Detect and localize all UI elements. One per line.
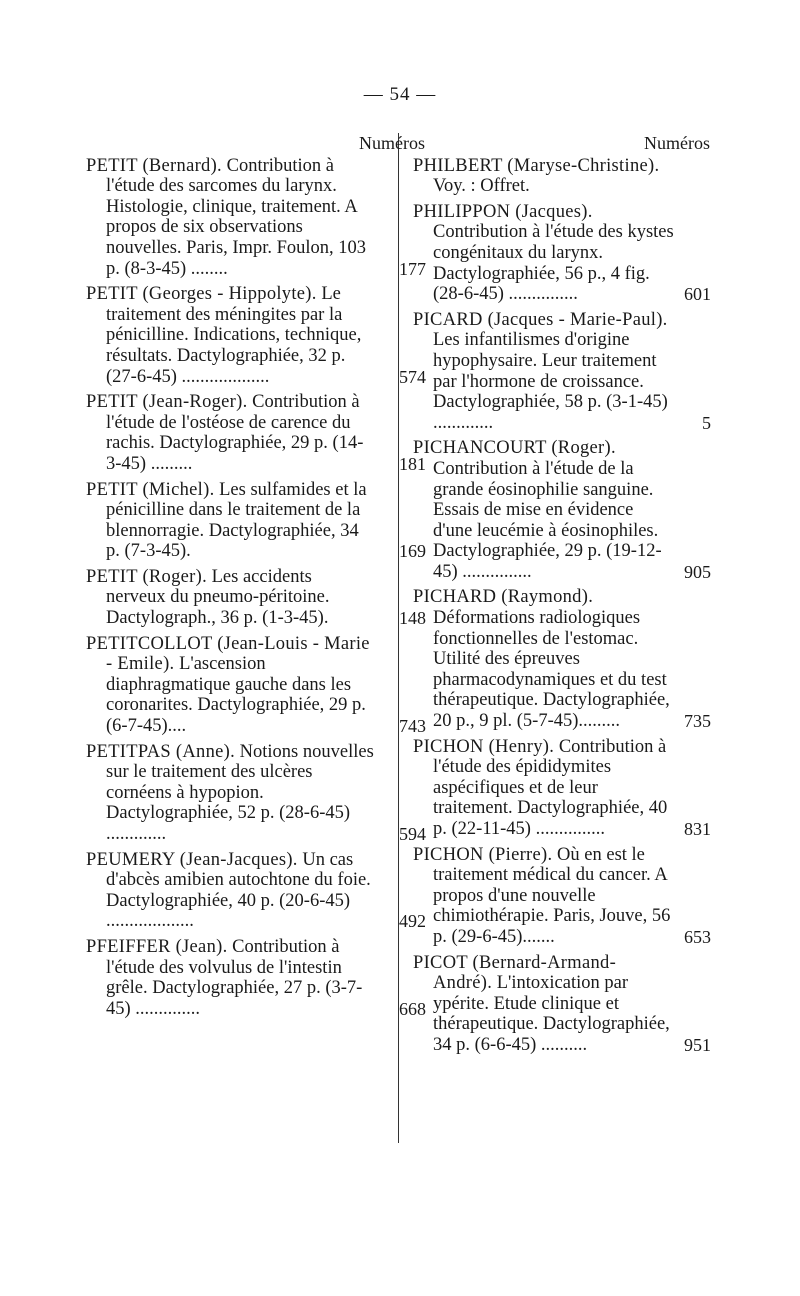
entry-name: PETITPAS (Anne). [86, 741, 236, 762]
entry-name: PETIT (Jean-Roger). [86, 392, 248, 413]
entry-name: PETIT (Roger). [86, 566, 207, 587]
entry-text: Contribution à l'étude de la grande éosinophilie sanguine. Essais de mise en évidence d'une leucémie à éosinophiles. Dactylographiée, 29 p. (19-12-45) ............... [433, 458, 662, 582]
index-entry [86, 156, 426, 280]
entry-text: Contribution à l'étude des kystes congénitaux du larynx. Dactylographiée, 56 p., 4 fig. (28-6-45) ............... [433, 222, 674, 305]
entry-name: PICHARD (Raymond). [413, 587, 594, 608]
index-entry [413, 845, 711, 948]
entry-name: PICHANCOURT (Roger). [413, 438, 616, 459]
entry-text: Les sulfamides et la pénicilline dans le traitement de la blennorragie. Dactylographiée, 34 p. (7-3-45). [106, 479, 367, 562]
entry-text: Un cas d'abcès amibien autochtone du foie. Dactylographiée, 40 p. (20-6-45) ................... [106, 849, 371, 932]
entry-number: 5 [702, 412, 711, 433]
entry-number: 653 [684, 926, 711, 947]
entry-number: 735 [684, 711, 711, 732]
entry-number: 905 [684, 561, 711, 582]
index-entry [413, 310, 711, 434]
column-header: Numéros [644, 133, 710, 153]
entry-name: PETIT (Georges - Hippolyte). [86, 284, 317, 305]
entry-name: PHILIPPON (Jacques). [413, 201, 593, 222]
index-entry [86, 392, 426, 474]
entry-text: Notions nouvelles sur le traitement des ulcères cornéens à hypopion. Dactylographiée, 52 p. (28-6-45) ............. [106, 741, 374, 844]
entry-text: L'ascension diaphragmatique gauche dans les coronarites. Dactylographiée, 29 p. (6-7-45).... [106, 654, 366, 737]
entry-name: PETIT (Michel). [86, 479, 215, 500]
entry-number: 601 [684, 284, 711, 305]
index-entry [413, 587, 711, 731]
entry-text: Contribution à l'étude de l'ostéose de carence du rachis. Dactylographiée, 29 p. (14-3-45) ......... [106, 392, 364, 474]
index-entry [86, 480, 426, 562]
entry-number: 574 [399, 366, 426, 387]
entry-name: PHILBERT (Maryse-Christine). [413, 155, 660, 176]
entry-name: PFEIFFER (Jean). [86, 936, 228, 957]
entry-text: Où en est le traitement médical du cancer. A propos d'une nouvelle chimiothérapie. Paris, Jouve, 56 p. (29-6-45)....... [433, 844, 671, 947]
page-number: — 54 — [363, 84, 437, 105]
right-column [413, 133, 711, 1061]
entry-name: PICHON (Pierre). [413, 844, 553, 865]
entry-number: 148 [399, 608, 426, 629]
entry-number: 169 [399, 541, 426, 562]
entry-name: PETIT (Bernard). [86, 155, 222, 176]
entry-name: PICARD (Jacques - Marie-Paul). [413, 309, 668, 330]
entry-text: Le traitement des méningites par la pénicilline. Indications, technique, résultats. Dactylographiée, 32 p. (27-6-45) ................... [106, 284, 362, 387]
index-entry [413, 953, 711, 1056]
entry-name: PEUMERY (Jean-Jacques). [86, 849, 298, 870]
index-entry [86, 742, 426, 845]
entry-number: 492 [399, 911, 426, 932]
index-entry [86, 850, 426, 932]
entry-name: PICHON (Henry). [413, 736, 555, 757]
index-entry [86, 284, 426, 387]
column-header: Numéros [359, 133, 425, 153]
entry-text: Contribution à l'étude des sarcomes du larynx. Histologie, clinique, traitement. A propos de six observations nouvelles. Paris, Impr. Foulon, 103 p. (8-3-45) ........ [106, 155, 367, 279]
index-entry [86, 567, 426, 629]
index-entry [86, 634, 426, 737]
entry-number: 177 [399, 258, 426, 279]
entry-name: PETITCOLLOT (Jean-Louis - Marie - Emile). [86, 633, 370, 675]
index-entry [413, 202, 711, 305]
entry-text: Les infantilismes d'origine hypophysaire. Leur traitement par l'hormone de croissance. Dactylographiée, 58 p. (3-1-45) ............. [433, 330, 668, 433]
entry-text: Contribution à l'étude des épididymites aspécifiques et de leur traitement. Dactylographiée, 40 p. (22-11-45) ............... [433, 736, 668, 839]
entry-text: Voy. : Offret. [433, 176, 530, 197]
entry-number: 951 [684, 1034, 711, 1055]
entry-text: L'intoxication par ypérite. Etude clinique et thérapeutique. Dactylographiée, 34 p. (6-6-45) .......... [433, 973, 670, 1055]
index-entry [86, 937, 426, 1019]
entry-number: 831 [684, 819, 711, 839]
entry-number: 594 [399, 824, 426, 844]
entry-number: 668 [399, 998, 426, 1019]
index-entry [413, 438, 711, 582]
entry-number: 181 [399, 453, 426, 474]
index-entry [413, 737, 711, 840]
index-entry [413, 156, 711, 197]
entry-name: PICOT (Bernard-Armand-André). [413, 952, 617, 994]
entry-text: Contribution à l'étude des volvulus de l'intestin grêle. Dactylographiée, 27 p. (3-7-45) .............. [106, 936, 363, 1019]
entry-number: 743 [399, 716, 426, 737]
entry-text: Les accidents nerveux du pneumo-péritoine. Dactylograph., 36 p. (1-3-45). [106, 566, 330, 629]
entry-text: Déformations radiologiques fonctionnelles de l'estomac. Utilité des épreuves pharmacodynamiques et du test thérapeutique. Dactylographiée, 20 p., 9 pl. (5-7-45)......... [433, 608, 670, 732]
left-column [86, 133, 426, 1024]
